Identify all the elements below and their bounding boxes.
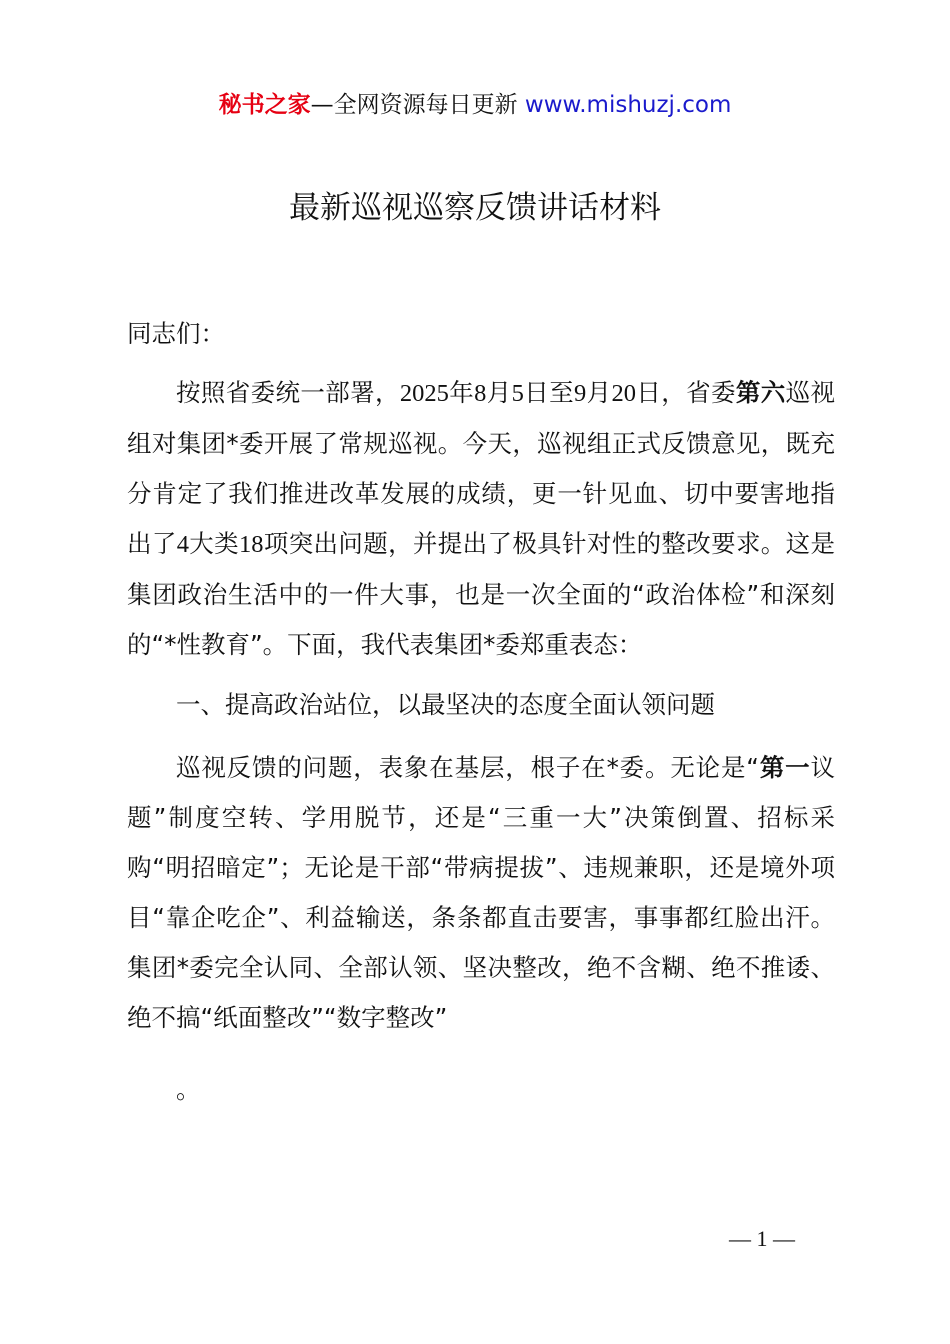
site-banner	[0, 88, 950, 122]
page-number: — 1 —	[729, 1226, 795, 1251]
paragraph-intro: 按照省委统一部署，2025年8月5日至9月20日，省委第六巡视组对集团*委开展了常规巡视。今天，巡视组正式反馈意见，既充分肯定了我们推进改革发展的成绩，更一针见血、切中要害地指出了4大类18项突出问题，并提出了极具针对性的整改要求。这是集团政治生活中的一件大事，也是一次全面的“政治体检”和深刻的“*性教育”。下面，我代表集团*委郑重表态：	[127, 378, 836, 659]
document-body	[127, 309, 835, 1115]
paragraph-section1: 巡视反馈的问题，表象在基层，根子在*委。无论是“第一议题”制度空转、学用脱节，还是“三重一大”决策倒置、招标采购“明招暗定”；无论是干部“带病提拔”、违规兼职，还是境外项目“靠企吃企”、利益输送，条条都直击要害，事事都红脸出汗。集团*委完全认同、全部认领、坚决整改，绝不含糊、绝不推诿、绝不搞“纸面整改”“数字整改”	[127, 753, 836, 1032]
trailing-punctuation: 。	[176, 1075, 201, 1104]
brand-name: 秘书之家	[218, 92, 311, 118]
document-title: 最新巡视巡察反馈讲话材料	[289, 190, 661, 226]
salutation: 同志们：	[127, 319, 225, 348]
bold-text: 第六	[735, 378, 786, 407]
section-heading: 一、提高政治站位，以最坚决的态度全面认领问题	[176, 690, 715, 719]
bold-text: 第一	[759, 753, 811, 782]
site-url-link[interactable]: www.mishuzj.com	[524, 92, 732, 118]
banner-tagline: —全网资源每日更新	[310, 92, 518, 118]
